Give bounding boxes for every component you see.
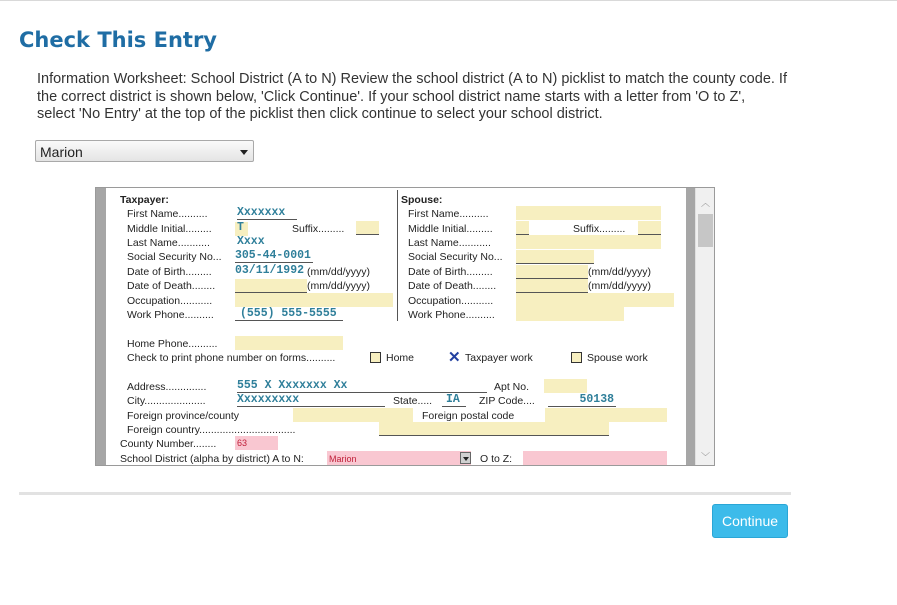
print-home-checkbox[interactable]	[370, 352, 381, 363]
taxpayer-occupation-field[interactable]	[235, 293, 393, 307]
home-phone-field[interactable]	[235, 336, 343, 350]
spouse-dob-label: Date of Birth.........	[408, 266, 493, 278]
print-taxpayer-work-label: Taxpayer work	[465, 352, 533, 364]
worksheet-scrollbar[interactable]	[695, 188, 714, 465]
taxpayer-ssn-label: Social Security No...	[127, 251, 222, 263]
taxpayer-work-phone-value[interactable]: (555) 555-5555	[235, 307, 343, 321]
city-value[interactable]: Xxxxxxxxx	[237, 393, 385, 407]
taxpayer-dod-field[interactable]	[235, 279, 307, 293]
spouse-suffix-field[interactable]	[638, 221, 661, 235]
foreign-country-label: Foreign country.................................	[127, 424, 296, 436]
spouse-dod-label: Date of Death........	[408, 280, 497, 292]
spouse-dod-field[interactable]	[516, 279, 588, 293]
taxpayer-first-name-value[interactable]: Xxxxxxx	[237, 206, 297, 220]
spouse-occupation-field[interactable]	[516, 293, 674, 307]
taxpayer-suffix-label: Suffix.........	[292, 223, 345, 235]
continue-button[interactable]: Continue	[712, 504, 788, 538]
worksheet-left-margin	[96, 188, 106, 465]
foreign-postal-field[interactable]	[545, 408, 667, 422]
spouse-first-name-label: First Name..........	[408, 208, 489, 220]
instructions-text: Information Worksheet: School District (A to N) Review the school district (A to N) picklist to match the county code. If the correct district is shown below, 'Click Continue'. If your school district name starts with a letter from 'O to Z', select 'No Entry' at the top of the picklist then click continue to select your school district.	[37, 71, 787, 122]
county-number-label: County Number........	[120, 438, 217, 450]
spouse-dob-format: (mm/dd/yyyy)	[588, 266, 651, 278]
worksheet-preview	[95, 187, 715, 466]
taxpayer-last-name-label: Last Name...........	[127, 237, 210, 249]
print-phone-label: Check to print phone number on forms..........	[127, 352, 336, 364]
taxpayer-occupation-label: Occupation...........	[127, 295, 213, 307]
school-district-a-n-label: School District (alpha by district) A to N:	[120, 453, 304, 465]
footer-divider	[19, 492, 791, 495]
state-value[interactable]: IA	[442, 393, 466, 407]
spouse-dob-field[interactable]	[516, 265, 588, 279]
taxpayer-heading: Taxpayer:	[120, 194, 169, 206]
spouse-middle-initial-field[interactable]	[516, 221, 529, 235]
scroll-down-icon[interactable]: ﹀	[701, 452, 711, 462]
taxpayer-dod-label: Date of Death........	[127, 280, 216, 292]
foreign-postal-label: Foreign postal code	[422, 410, 515, 422]
school-district-o-z-label: O to Z:	[480, 453, 513, 465]
worksheet-right-margin	[686, 188, 695, 465]
taxpayer-ssn-value[interactable]: 305-44-0001	[235, 249, 313, 263]
taxpayer-suffix-field[interactable]	[356, 221, 379, 235]
spouse-first-name-field[interactable]	[516, 206, 661, 220]
taxpayer-work-phone-label: Work Phone..........	[127, 309, 214, 321]
spouse-middle-initial-label: Middle Initial.........	[408, 223, 493, 235]
zip-label: ZIP Code....	[479, 395, 535, 407]
school-district-o-z-field[interactable]	[523, 451, 667, 465]
spouse-dod-format: (mm/dd/yyyy)	[588, 280, 651, 292]
scrollbar-thumb[interactable]	[698, 214, 713, 247]
state-label: State.....	[393, 395, 433, 407]
spouse-last-name-label: Last Name...........	[408, 237, 491, 249]
print-home-label: Home	[386, 352, 415, 364]
county-number-value: 63	[237, 438, 248, 448]
taxpayer-last-name-value[interactable]: Xxxx	[237, 235, 265, 248]
spouse-ssn-field[interactable]	[516, 250, 594, 264]
taxpayer-middle-initial-label: Middle Initial.........	[127, 223, 212, 235]
address-value[interactable]: 555 X Xxxxxxx Xx	[237, 379, 487, 393]
checked-x-icon[interactable]: ✕	[448, 349, 461, 366]
taxpayer-first-name-label: First Name..........	[127, 208, 208, 220]
spouse-occupation-label: Occupation...........	[408, 295, 494, 307]
school-district-a-n-dropdown-icon[interactable]	[460, 452, 471, 464]
spouse-ssn-label: Social Security No...	[408, 251, 503, 263]
print-spouse-work-checkbox[interactable]	[571, 352, 582, 363]
spouse-work-phone-label: Work Phone..........	[408, 309, 495, 321]
foreign-country-field[interactable]	[379, 422, 609, 436]
taxpayer-dod-format: (mm/dd/yyyy)	[307, 280, 370, 292]
spouse-work-phone-field[interactable]	[516, 307, 624, 321]
address-label: Address..............	[127, 381, 207, 393]
page-title: Check This Entry	[19, 28, 217, 52]
taxpayer-spouse-divider	[397, 190, 398, 321]
foreign-province-label: Foreign province/county	[127, 410, 240, 422]
taxpayer-middle-initial-value: T	[237, 221, 244, 234]
home-phone-label: Home Phone..........	[127, 338, 218, 350]
school-district-a-n-value: Marion	[329, 454, 357, 464]
city-label: City.....................	[127, 395, 206, 407]
taxpayer-dob-format: (mm/dd/yyyy)	[307, 266, 370, 278]
print-spouse-work-label: Spouse work	[587, 352, 648, 364]
chevron-down-icon	[240, 150, 248, 155]
top-border	[0, 0, 897, 1]
taxpayer-dob-label: Date of Birth.........	[127, 266, 212, 278]
apt-field[interactable]	[544, 379, 587, 393]
taxpayer-dob-value[interactable]: 03/11/1992	[235, 264, 305, 277]
zip-value[interactable]: 50138	[548, 393, 616, 407]
scroll-up-icon[interactable]: ︿	[701, 198, 711, 208]
spouse-heading: Spouse:	[401, 194, 443, 206]
apt-label: Apt No.	[494, 381, 530, 393]
spouse-suffix-label: Suffix.........	[573, 223, 626, 235]
spouse-last-name-field[interactable]	[516, 235, 661, 249]
school-district-select[interactable]	[35, 140, 254, 162]
school-district-select-value: Marion	[40, 144, 83, 160]
foreign-province-field[interactable]	[293, 408, 413, 422]
